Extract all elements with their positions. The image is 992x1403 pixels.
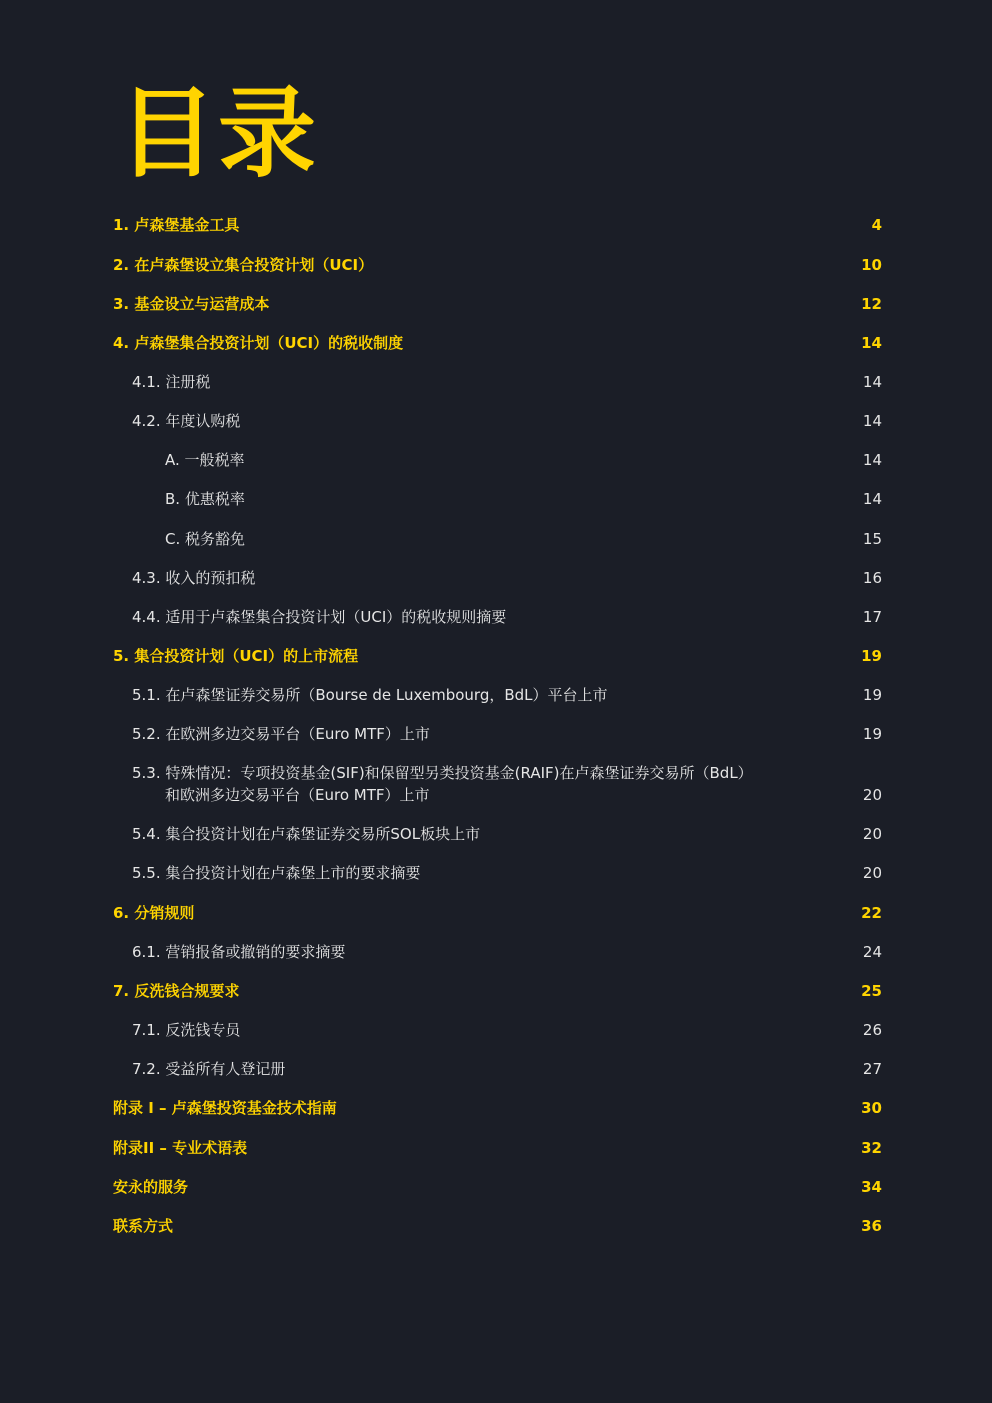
toc-entry-label: 6.1. 营销报备或撤销的要求摘要: [132, 943, 346, 961]
toc-entry-page: 16: [862, 569, 882, 587]
toc-entry[interactable]: [0, 1175, 992, 1199]
toc-entry[interactable]: [0, 1214, 992, 1238]
toc-entry-page: 34: [861, 1178, 882, 1196]
toc-entry[interactable]: [0, 722, 992, 746]
toc-entry-page: 32: [861, 1139, 882, 1157]
toc-entry-label: 4.1. 注册税: [132, 373, 211, 391]
toc-entry-label: A. 一般税率: [165, 451, 245, 469]
toc-entry[interactable]: [0, 370, 992, 394]
toc-entry[interactable]: [0, 979, 992, 1003]
toc-entry[interactable]: [0, 566, 992, 590]
toc-entry-page: 19: [862, 686, 882, 704]
toc-entry-label: 5.5. 集合投资计划在卢森堡上市的要求摘要: [132, 864, 421, 882]
toc-entry-label: 2. 在卢森堡设立集合投资计划（UCI）: [113, 256, 374, 274]
toc-entry-page: 30: [861, 1099, 882, 1117]
toc-entry-label: 7.1. 反洗钱专员: [132, 1021, 241, 1039]
toc-entry-page: 14: [862, 490, 882, 508]
toc-entry-label: 7.2. 受益所有人登记册: [132, 1060, 286, 1078]
toc-entry-label: 4.2. 年度认购税: [132, 412, 241, 430]
toc-entry[interactable]: [0, 901, 992, 925]
toc-entry-label: 5. 集合投资计划（UCI）的上市流程: [113, 647, 359, 665]
toc-entry-label: 附录 I – 卢森堡投资基金技术指南: [113, 1099, 337, 1117]
toc-entry[interactable]: [0, 940, 992, 964]
toc-entry-label-line2: 和欧洲多边交易平台（Euro MTF）上市: [165, 786, 430, 804]
toc-entry-page: 26: [862, 1021, 882, 1039]
toc-entry[interactable]: [0, 331, 992, 355]
toc-entry[interactable]: [0, 253, 992, 277]
toc-entry[interactable]: [0, 1057, 992, 1081]
toc-entry-label: 3. 基金设立与运营成本: [113, 295, 270, 313]
toc-entry-label: 6. 分销规则: [113, 904, 195, 922]
toc-entry-page: 14: [862, 373, 882, 391]
toc-entry-page: 25: [861, 982, 882, 1000]
toc-entry[interactable]: [0, 487, 992, 511]
page-title: 目录: [118, 77, 319, 191]
toc-entry-page: 19: [862, 725, 882, 743]
toc-entry[interactable]: [0, 683, 992, 707]
toc-entry-label: 5.2. 在欧洲多边交易平台（Euro MTF）上市: [132, 725, 430, 743]
toc-entry-label: B. 优惠税率: [165, 490, 245, 508]
toc-entry-label: 7. 反洗钱合规要求: [113, 982, 240, 1000]
toc-entry-page: 17: [862, 608, 882, 626]
toc-entry-page: 22: [861, 904, 882, 922]
toc-entry[interactable]: [0, 1096, 992, 1120]
toc-entry[interactable]: [0, 213, 992, 237]
toc-entry-page: 15: [862, 530, 882, 548]
toc-entry-page: 24: [862, 943, 882, 961]
toc-entry[interactable]: [0, 822, 992, 846]
toc-entry-label: 4. 卢森堡集合投资计划（UCI）的税收制度: [113, 334, 404, 352]
toc-entry-label: 联系方式: [113, 1217, 174, 1235]
toc-entry-label: C. 税务豁免: [165, 530, 246, 548]
toc-entry-label: 4.3. 收入的预扣税: [132, 569, 256, 587]
toc-entry-label: 1. 卢森堡基金工具: [113, 216, 240, 234]
toc-entry[interactable]: [0, 1018, 992, 1042]
toc-entry-label: 5.1. 在卢森堡证券交易所（Bourse de Luxembourg，BdL）平台上市: [132, 686, 608, 704]
toc-entry-page: 10: [861, 256, 882, 274]
toc-entry-label-line1: 5.3. 特殊情况：专项投资基金(SIF)和保留型另类投资基金(RAIF)在卢森堡证券交易所（BdL）: [132, 764, 753, 782]
toc-entry-page: 12: [861, 295, 882, 313]
toc-entry[interactable]: [0, 409, 992, 433]
toc-entry-page: 20: [862, 864, 882, 882]
toc-entry-label: 4.4. 适用于卢森堡集合投资计划（UCI）的税收规则摘要: [132, 608, 507, 626]
toc-entry[interactable]: [0, 644, 992, 668]
toc-entry[interactable]: [0, 292, 992, 316]
toc-entry-page: 14: [861, 334, 882, 352]
toc-entry[interactable]: [0, 1136, 992, 1160]
toc-entry-page: 14: [862, 412, 882, 430]
toc-entry[interactable]: [0, 762, 992, 806]
toc-entry-label: 附录II – 专业术语表: [113, 1139, 248, 1157]
toc-entry-label: [132, 762, 753, 806]
toc-entry[interactable]: [0, 605, 992, 629]
toc-entry-label: 5.4. 集合投资计划在卢森堡证券交易所SOL板块上市: [132, 825, 481, 843]
toc-entry-page: 36: [861, 1217, 882, 1235]
toc-entry-page: 20: [862, 825, 882, 843]
toc-entry[interactable]: [0, 448, 992, 472]
toc-entry-page: 4: [871, 216, 882, 234]
toc-entry[interactable]: [0, 861, 992, 885]
toc-entry-page: 20: [862, 786, 882, 804]
toc-entry-page: 27: [862, 1060, 882, 1078]
toc-entry-page: 14: [862, 451, 882, 469]
toc-entry[interactable]: [0, 527, 992, 551]
toc-entry-label: 安永的服务: [113, 1178, 189, 1196]
toc-entry-page: 19: [861, 647, 882, 665]
